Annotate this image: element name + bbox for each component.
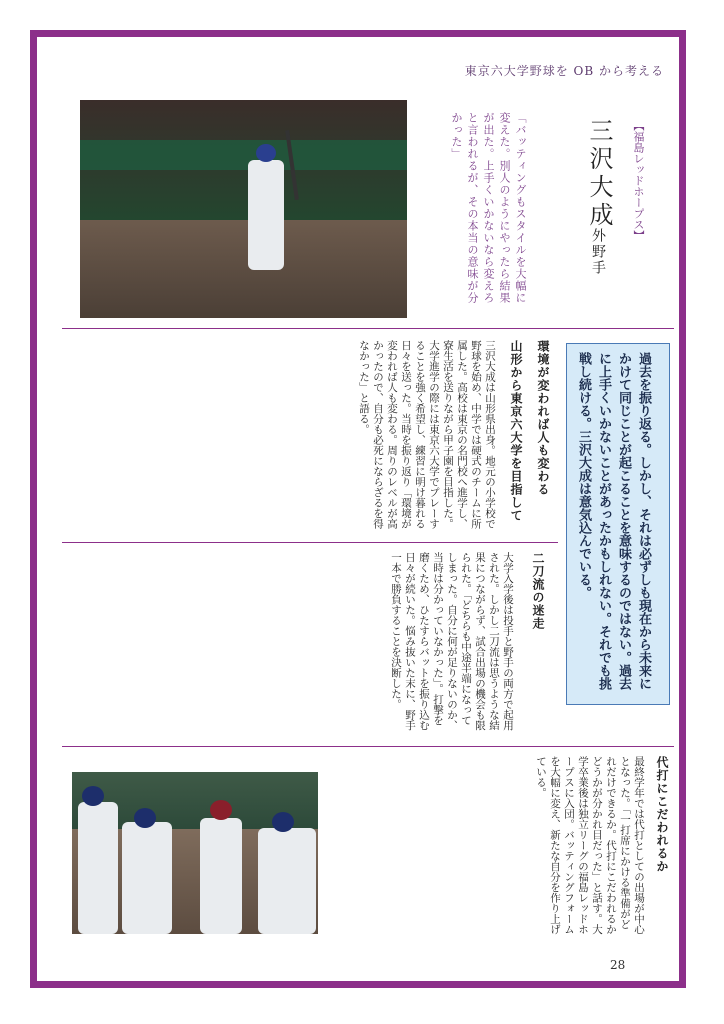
player-name: 三沢大成: [585, 118, 613, 230]
divider-top: [62, 328, 674, 329]
section-1-title: 環境が変われば人も変わる: [536, 340, 550, 496]
section-3-title: 代打にこだわれるか: [655, 756, 669, 873]
lead-box: [566, 343, 670, 705]
section-1-body: 三沢大成は山形県出身。地元の小学校で野球を始め、中学では硬式のチームに所属した。高校は東京の名門校へ進学し、寮生活を送りながら甲子園を目指した。大学進学の際には東京六大学でプレーすることを強く希望し、練習に明け暮れる日々を送った。当時を振り返り「環境が変われば人も変わる。周りのレベルが高かったので、自分も必死にならざるを得なかった」と語る。: [358, 340, 496, 529]
batting-photo: [80, 100, 407, 318]
team-name: 【福島レッドホープス】: [632, 120, 645, 241]
page-header: 東京六大学野球を OB から考える: [464, 64, 664, 78]
lead-text: 過去を振り返る。しかし、それは必ずしも現在から未来にかけて同じことが起こることを意味するのではない。過去に上手くいかないことがあったかもしれない。それでも挑戦し続ける。三沢大成は意気込んでいる。: [576, 352, 651, 690]
divider-bottom: [62, 746, 674, 747]
section-2-body: 大学入学後は投手と野手の両方で起用された。しかし二刀流は思うような結果につながらず、試合出場の機会も限られた。「どちらも中途半端になってしまった。自分に何が足りないのか、当時は分かっていなかった」。打撃を磨くため、ひたすらバットを振り込む日々が続いた。悩み抜いた末に、野手一本で勝負することを決断した。: [390, 552, 514, 731]
player-quote: 「バッティングもスタイルを大幅に変えた。別人のようにやったら結果が出た。上手くいかないなら変えろと言われるが、その本当の意味が分かった」: [450, 112, 527, 304]
team-photo: [72, 772, 318, 934]
page-number: 28: [610, 958, 626, 972]
player-position: 外野手: [590, 228, 606, 276]
section-2-title: 二刀流の迷走: [531, 552, 545, 630]
section-3-body: 最終学年では代打としての出場が中心となった。「一打席にかける準備がどれだけできるか。代打にこだわれるかどうかが分かれ目だった」と話す。大学卒業後は独立リーグの福島レッドホープスに入団。バッティングフォームを大幅に変え、新たな自分を作り上げている。: [535, 756, 645, 935]
divider-mid: [62, 542, 558, 543]
section-1-subtitle: 山形から東京六大学を目指して: [509, 340, 523, 522]
